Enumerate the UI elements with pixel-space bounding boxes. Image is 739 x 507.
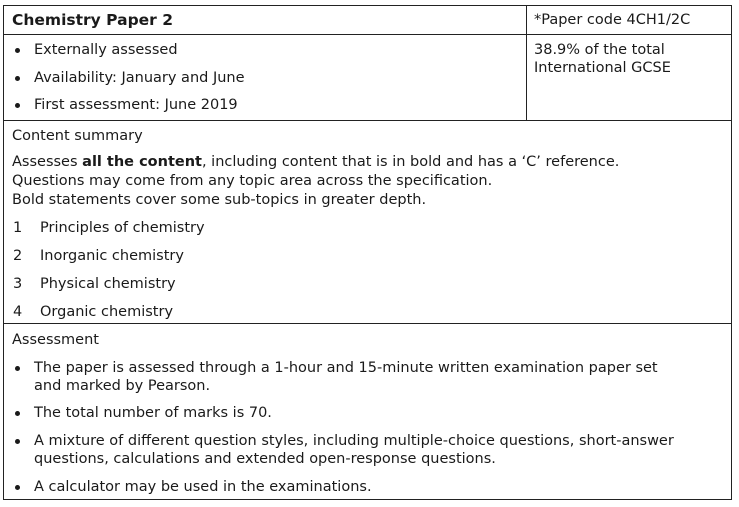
paper-summary-table [3, 5, 732, 500]
weighting-line-2: International GCSE [534, 60, 671, 76]
overview-item: First assessment: June 2019 [34, 97, 238, 113]
assessment-item-line: and marked by Pearson. [34, 378, 211, 394]
line1-suffix: , including content that is in bold and has a ‘C’ reference. [201, 154, 620, 170]
weighting-line-1: 38.9% of the total [534, 42, 665, 58]
topic-number: 3 [13, 276, 23, 292]
content-summary-line-2: Questions may come from any topic area across the specification. [12, 173, 493, 189]
topic-number: 1 [13, 220, 23, 236]
content-summary-heading: Content summary [12, 128, 143, 144]
assessment-item-line: The paper is assessed through a 1-hour and 15-minute written examination paper set [34, 360, 658, 376]
divider-column [526, 6, 527, 121]
assessment-item-line: questions, calculations and extended open-response questions. [34, 451, 496, 467]
overview-item: Availability: January and June [34, 70, 245, 86]
bullet-icon [15, 76, 20, 81]
assessment-item-line: The total number of marks is 70. [34, 405, 272, 421]
bullet-icon [15, 485, 20, 490]
divider-header [4, 34, 731, 35]
content-summary-line-3: Bold statements cover some sub-topics in greater depth. [12, 192, 427, 208]
bullet-icon [15, 439, 20, 444]
content-summary-line-1 [12, 153, 619, 171]
assessment-heading: Assessment [12, 332, 99, 348]
topic-number: 4 [13, 304, 23, 320]
topic-label: Organic chemistry [40, 304, 174, 320]
paper-code: *Paper code 4CH1/2C [534, 12, 691, 28]
overview-item: Externally assessed [34, 42, 178, 58]
line1-prefix: Assesses [12, 154, 83, 170]
bullet-icon [15, 411, 20, 416]
assessment-item-line: A calculator may be used in the examinations. [34, 479, 372, 495]
divider-content [4, 323, 731, 324]
divider-overview [4, 120, 731, 121]
topic-label: Principles of chemistry [40, 220, 205, 236]
assessment-item-line: A mixture of different question styles, including multiple-choice questions, short-answer [34, 433, 674, 449]
paper-title: Chemistry Paper 2 [12, 11, 174, 29]
bullet-icon [15, 48, 20, 53]
topic-label: Inorganic chemistry [40, 248, 184, 264]
bullet-icon [15, 366, 20, 371]
line1-bold: all the content [82, 154, 202, 170]
topic-number: 2 [13, 248, 23, 264]
bullet-icon [15, 103, 20, 108]
topic-label: Physical chemistry [40, 276, 176, 292]
